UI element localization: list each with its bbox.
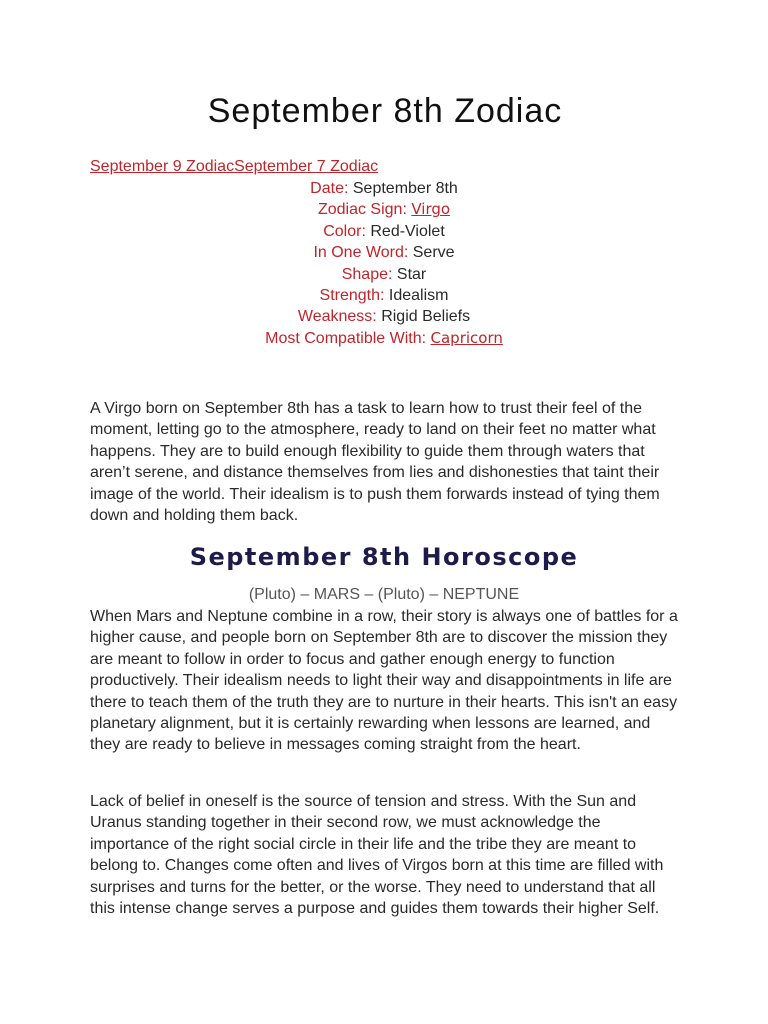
- zodiac-sign-link[interactable]: Virgo: [411, 200, 451, 219]
- fact-sign-label: Zodiac Sign:: [317, 201, 407, 219]
- adjacent-day-links: [90, 157, 378, 177]
- fact-weakness-value: Rigid Beliefs: [381, 308, 471, 326]
- fact-weakness: [90, 306, 678, 327]
- fact-weakness-label: Weakness:: [297, 308, 377, 326]
- fact-date: [90, 178, 678, 199]
- fact-word: [90, 242, 678, 263]
- fact-date-value: September 8th: [352, 180, 458, 197]
- fact-strength-label: Strength:: [319, 287, 385, 305]
- fact-color-label: Color:: [323, 222, 366, 240]
- fact-color-value: Red-Violet: [370, 222, 445, 240]
- previous-day-link[interactable]: September 7 Zodiac: [234, 158, 379, 175]
- horoscope-paragraph-1: When Mars and Neptune combine in a row, their story is always one of battles for a higher cause, and people born on September 8th are to discover the mission they are meant to follow in order to focus and gather enough energy to function productively. Their idealism needs to light their way and disappointments in life are there to teach them of the truth they are to nurture in their hearts. This isn't an easy planetary alignment, but it is certainly rewarding when lessons are learned, and they are ready to believe in messages coming straight from the heart.: [90, 608, 678, 754]
- fact-date-label: Date:: [310, 180, 349, 197]
- horoscope-heading: September 8th Horoscope: [189, 543, 579, 571]
- zodiac-facts: [90, 178, 678, 349]
- page-title: September 8th Zodiac: [207, 92, 563, 130]
- fact-shape-label: Shape:: [341, 265, 393, 283]
- fact-compatible-label: Most Compatible With:: [265, 329, 427, 347]
- fact-shape: [90, 264, 678, 285]
- fact-compatible: [90, 328, 678, 349]
- horoscope-paragraph-2: Lack of belief in oneself is the source of tension and stress. With the Sun and Uranus standing together in their second row, we must acknowledge the importance of the right social circle in their life and the tribe they are meant to belong to. Changes come often and lives of Virgos born at this time are filled with surprises and turns for the better, or the worse. They need to understand that all this intense change serves a purpose and guides them towards their higher Self.: [90, 793, 664, 918]
- fact-word-label: In One Word:: [313, 244, 409, 262]
- planetary-alignment: (Pluto) – MARS – (Pluto) – NEPTUNE: [248, 586, 520, 603]
- compatible-sign-link[interactable]: Capricorn: [430, 328, 503, 347]
- fact-strength-value: Idealism: [388, 287, 449, 305]
- next-day-link[interactable]: September 9 Zodiac: [90, 158, 235, 175]
- fact-shape-value: Star: [396, 265, 427, 283]
- intro-paragraph: A Virgo born on September 8th has a task to learn how to trust their feel of the moment, letting go to the atmosphere, ready to land on their feet no matter what happens. They are to build enough flexibility to guide them through waters that aren’t serene, and distance themselves from lies and dishonesties that taint their image of the world. Their idealism is to push them forwards instead of tying them down and holding them back.: [90, 400, 660, 525]
- fact-color: [90, 221, 678, 242]
- fact-sign: [90, 199, 678, 220]
- fact-strength: [90, 285, 678, 306]
- fact-word-value: Serve: [412, 244, 455, 262]
